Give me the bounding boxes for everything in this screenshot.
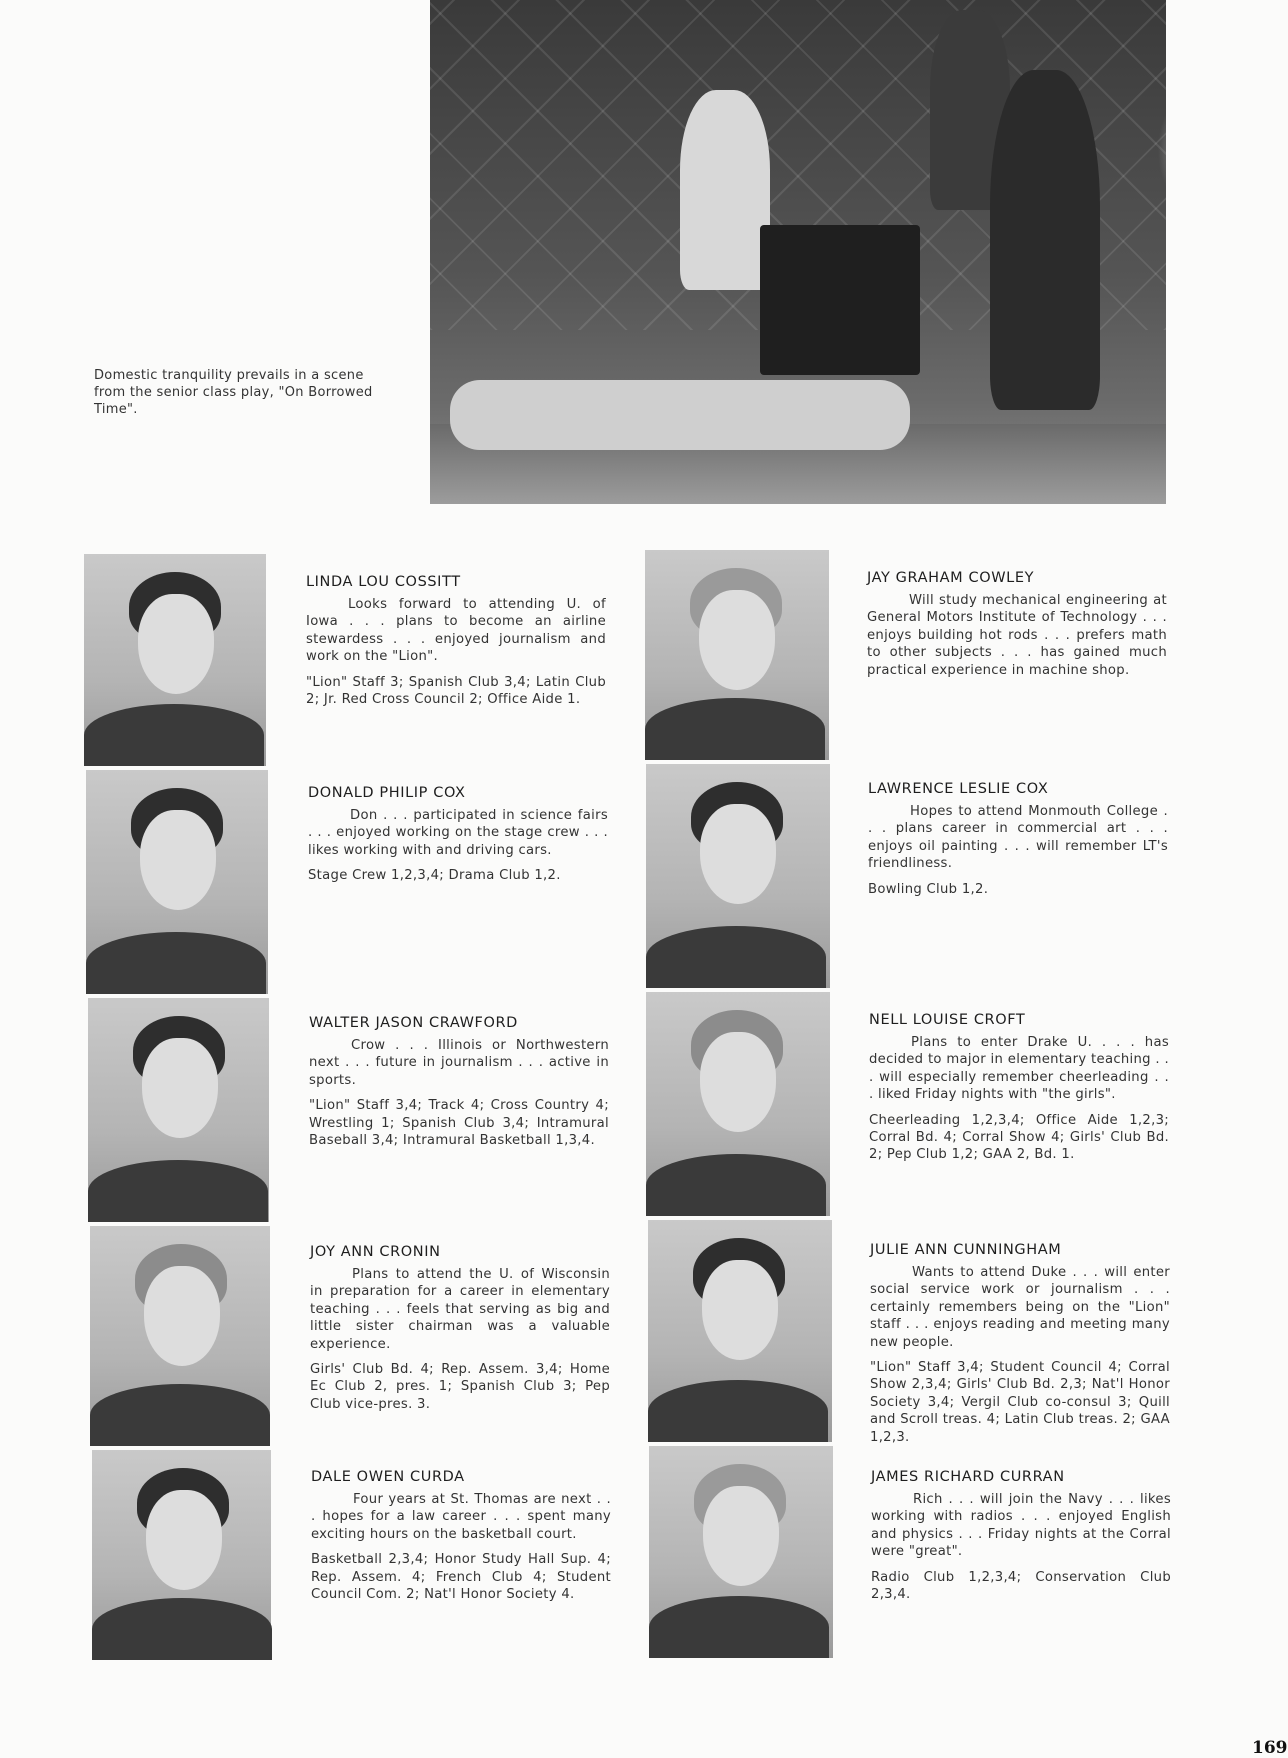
portrait-body <box>649 1596 829 1658</box>
senior-name: DONALD PHILIP COX <box>308 785 466 801</box>
senior-name: JOY ANN CRONIN <box>310 1244 441 1260</box>
actor-lying-figure <box>450 380 910 450</box>
senior-name: DALE OWEN CURDA <box>311 1469 465 1485</box>
portrait-face <box>699 590 775 690</box>
actor-seated-figure <box>680 90 770 290</box>
senior-activities: "Lion" Staff 3,4; Track 4; Cross Country 4; Wrestling 1; Spanish Club 3,4; Intramural Baseball 3,4; Intramural Basketball 1,3,4. <box>309 1098 609 1149</box>
senior-name: JAMES RICHARD CURRAN <box>871 1469 1065 1485</box>
portrait-face <box>140 810 216 910</box>
portrait-body <box>92 1598 272 1660</box>
portrait-photo <box>92 1450 271 1660</box>
portrait-face <box>144 1266 220 1366</box>
senior-activities: Basketball 2,3,4; Honor Study Hall Sup. 4; Rep. Assem. 4; French Club 4; Student Council Com. 2; Nat'l Honor Society 4. <box>311 1552 611 1603</box>
senior-entry <box>871 1469 1171 1603</box>
page-number: 169 <box>1252 1738 1288 1758</box>
senior-entry <box>870 1242 1170 1446</box>
portrait-face <box>146 1490 222 1590</box>
actor-woman-figure <box>990 70 1100 410</box>
portrait-face <box>700 1032 776 1132</box>
portrait-photo <box>648 1220 832 1442</box>
senior-entry <box>311 1469 611 1603</box>
senior-name: NELL LOUISE CROFT <box>869 1012 1026 1028</box>
senior-description: Rich . . . will join the Navy . . . likes working with radios . . . enjoyed English and physics . . . Friday nights at the Corral were "great". <box>871 1492 1171 1560</box>
portrait-face <box>142 1038 218 1138</box>
portrait-body <box>84 704 264 766</box>
portrait-body <box>88 1160 268 1222</box>
senior-entry <box>309 1015 609 1149</box>
portrait-body <box>645 698 825 760</box>
portrait-face <box>700 804 776 904</box>
senior-name: LINDA LOU COSSITT <box>306 574 461 590</box>
class-play-photo <box>430 0 1166 504</box>
senior-description: Will study mechanical engineering at General Motors Institute of Technology . . . enjoys building hot rods . . . prefers math to other subjects . . . has gained much practical experience in machine shop. <box>867 593 1167 678</box>
senior-activities: Stage Crew 1,2,3,4; Drama Club 1,2. <box>308 868 561 884</box>
senior-name: LAWRENCE LESLIE COX <box>868 781 1049 797</box>
portrait-face <box>703 1486 779 1586</box>
portrait-photo <box>645 550 829 760</box>
senior-description: Don . . . participated in science fairs . . . enjoyed working on the stage crew . . . likes working with and driving cars. <box>308 808 608 858</box>
senior-entry <box>869 1012 1169 1164</box>
portrait-photo <box>646 992 830 1216</box>
portrait-face <box>702 1260 778 1360</box>
portrait-body <box>86 932 266 994</box>
portrait-photo <box>88 998 269 1222</box>
senior-activities: Bowling Club 1,2. <box>868 881 989 897</box>
portrait-photo <box>646 764 830 988</box>
table-shape <box>760 225 920 375</box>
senior-name: WALTER JASON CRAWFORD <box>309 1015 518 1031</box>
senior-name: JAY GRAHAM COWLEY <box>867 570 1035 586</box>
portrait-photo <box>90 1226 270 1446</box>
senior-description: Plans to enter Drake U. . . . has decided to major in elementary teaching . . . will especially remember cheerleading . . . liked Friday nights with "the girls". <box>869 1035 1169 1103</box>
senior-activities: Cheerleading 1,2,3,4; Office Aide 1,2,3; Corral Bd. 4; Corral Show 4; Girls' Club Bd. 2; Pep Club 1,2; GAA 2, Bd. 1. <box>869 1112 1169 1163</box>
portrait-body <box>646 1154 826 1216</box>
senior-description: Crow . . . Illinois or Northwestern next . . . future in journalism . . . active in sports. <box>309 1038 609 1088</box>
senior-activities: Girls' Club Bd. 4; Rep. Assem. 3,4; Home Ec Club 2, pres. 1; Spanish Club 3; Pep Club vice-pres. 3. <box>310 1362 610 1412</box>
portrait-photo <box>649 1446 833 1658</box>
portrait-body <box>648 1380 828 1442</box>
portrait-body <box>90 1384 270 1446</box>
senior-description: Hopes to attend Monmouth College . . . plans career in commercial art . . . enjoys oil painting . . . will remember LT's friendliness. <box>868 804 1168 872</box>
senior-entry <box>310 1244 610 1413</box>
senior-description: Plans to attend the U. of Wisconsin in preparation for a career in elementary teaching . . . feels that serving as big and little sister chairman was a valuable experience. <box>310 1267 610 1352</box>
portrait-face <box>138 594 214 694</box>
senior-description: Four years at St. Thomas are next . . . hopes for a law career . . . spent many exciting hours on the basketball court. <box>311 1492 611 1542</box>
portrait-body <box>646 926 826 988</box>
portrait-photo <box>86 770 268 994</box>
senior-entry <box>306 574 606 708</box>
senior-entry <box>868 781 1168 898</box>
senior-activities: Radio Club 1,2,3,4; Conservation Club 2,3,4. <box>871 1569 1171 1603</box>
senior-name: JULIE ANN CUNNINGHAM <box>870 1242 1062 1258</box>
senior-activities: "Lion" Staff 3,4; Student Council 4; Corral Show 2,3,4; Girls' Club Bd. 2,3; Nat'l Honor Society 3,4; Vergil Club co-consul 3; Quill and Scroll treas. 4; Latin Club treas. 2; GAA 1,2,3. <box>870 1360 1170 1445</box>
senior-description: Looks forward to attending U. of Iowa . . . plans to become an airline stewardess . . . enjoyed journalism and work on the "Lion". <box>306 597 606 665</box>
senior-entry <box>308 785 608 885</box>
senior-entry <box>867 570 1167 687</box>
senior-description: Wants to attend Duke . . . will enter social service work or journalism . . . certainly remembers being on the "Lion" staff . . . enjoys reading and meeting many new people. <box>870 1265 1170 1350</box>
portrait-photo <box>84 554 266 766</box>
photo-caption: Domestic tranquility prevails in a scene from the senior class play, "On Borrowed Time". <box>94 368 373 417</box>
senior-activities: "Lion" Staff 3; Spanish Club 3,4; Latin Club 2; Jr. Red Cross Council 2; Office Aide 1. <box>306 674 606 708</box>
